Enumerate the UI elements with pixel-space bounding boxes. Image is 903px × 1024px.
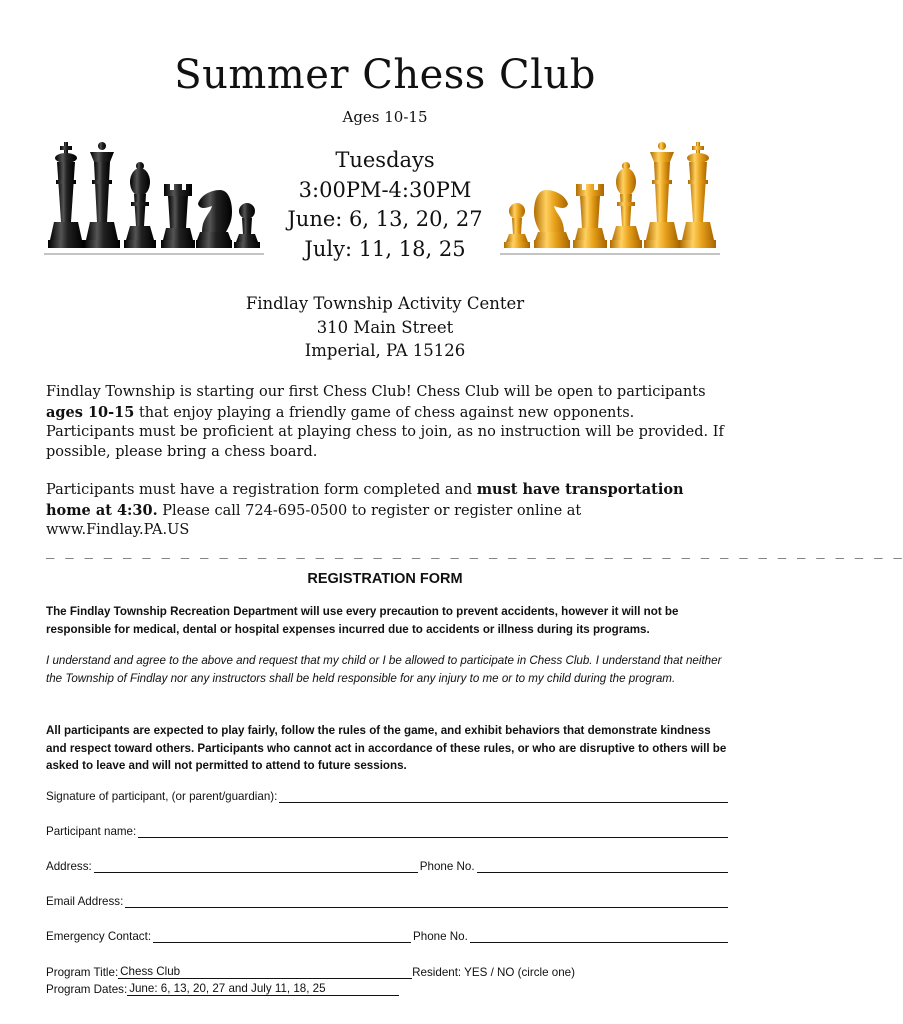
schedule-time: 3:00PM-4:30PM [298,177,472,202]
ages-subtitle: Ages 10-15 [342,108,428,126]
form-title: REGISTRATION FORM [307,571,463,587]
schedule-day: Tuesdays [335,148,435,172]
intro-paragraph [46,383,726,462]
program-dates-line [46,982,730,996]
emergency-phone-field[interactable] [470,931,728,943]
emergency-phone-label: Phone No. [413,930,468,943]
venue-city: Imperial, PA 15126 [304,341,466,360]
program-dates-label: Program Dates: [46,983,128,996]
program-title-label: Program Title: [46,966,119,979]
emergency-line [46,930,730,943]
email-label: Email Address: [46,895,124,908]
program-title-value: Chess Club [118,965,412,979]
program-dates-value: June: 6, 13, 20, 27 and July 11, 18, 25 [127,982,399,996]
register-info: Please call 724-695-0500 to register or register online at www.Findlay.PA.US [46,502,582,538]
email-field[interactable] [125,896,728,908]
address-label: Address: [46,860,92,873]
participant-name-label: Participant name: [46,825,137,838]
address-line [46,860,730,873]
signature-label: Signature of participant, (or parent/guardian): [46,790,278,803]
schedule-block [0,146,770,264]
emergency-contact-field[interactable] [153,931,411,943]
venue-street: 310 Main Street [316,317,454,337]
address-field[interactable] [94,861,418,873]
transport-paragraph [46,480,726,541]
intro-text: Findlay Township is starting our first Chess Club! Chess Club will be open to participants [46,384,706,400]
program-title-line [46,965,730,979]
email-line [46,895,730,908]
page-title: Summer Chess Club [174,52,596,98]
intro-ages-bold: ages 10-15 [46,403,135,421]
transport-text: Participants must have a registration form completed and [46,482,477,498]
schedule-july: July: 11, 18, 25 [304,236,466,261]
participant-name-field[interactable] [138,826,728,838]
venue-name: Findlay Township Activity Center [245,294,525,313]
intro-text-cont: that enjoy playing a friendly game of chess against new opponents. Participants must be proficient at playing chess to join, as no instruction will be provided. If possible, please bring a chess board. [46,404,724,460]
venue-address [0,292,770,363]
schedule-june: June: 6, 13, 20, 27 [287,207,483,231]
signature-field[interactable] [279,791,728,803]
conduct-text: All participants are expected to play fairly, follow the rules of the game, and exhibit behaviors that demonstrate kindness and respect toward others. Participants who cannot act in accordance of these rules, or who are disruptive to others will be asked to leave and will not permitted to attend to future sessions. [46,724,727,772]
phone-label: Phone No. [419,860,475,873]
transport-bold: must have transportation home at 4:30. [46,481,684,519]
signature-line [46,790,730,803]
phone-field[interactable] [477,861,728,873]
disclaimer-text: The Findlay Township Recreation Department will use every precaution to prevent accidents, however it will not be responsible for medical, dental or hospital expenses incurred due to accidents or illness during its programs. [46,605,679,636]
consent-text: I understand and agree to the above and request that my child or I be allowed to participate in Chess Club. I understand that neither the Township of Findlay nor any instructors shall be held responsible for any injury to me or to my child during the program. [46,654,722,685]
resident-label: Resident: YES / NO (circle one) [412,966,575,979]
cut-line: _ _ _ _ _ _ _ _ _ _ _ _ _ _ _ _ _ _ _ _ _ _ _ _ _ _ _ _ _ _ _ _ _ _ _ _ _ _ _ _ _ _ _ _ _ [46,543,903,559]
emergency-label: Emergency Contact: [46,930,152,943]
participant-name-line [46,825,730,838]
